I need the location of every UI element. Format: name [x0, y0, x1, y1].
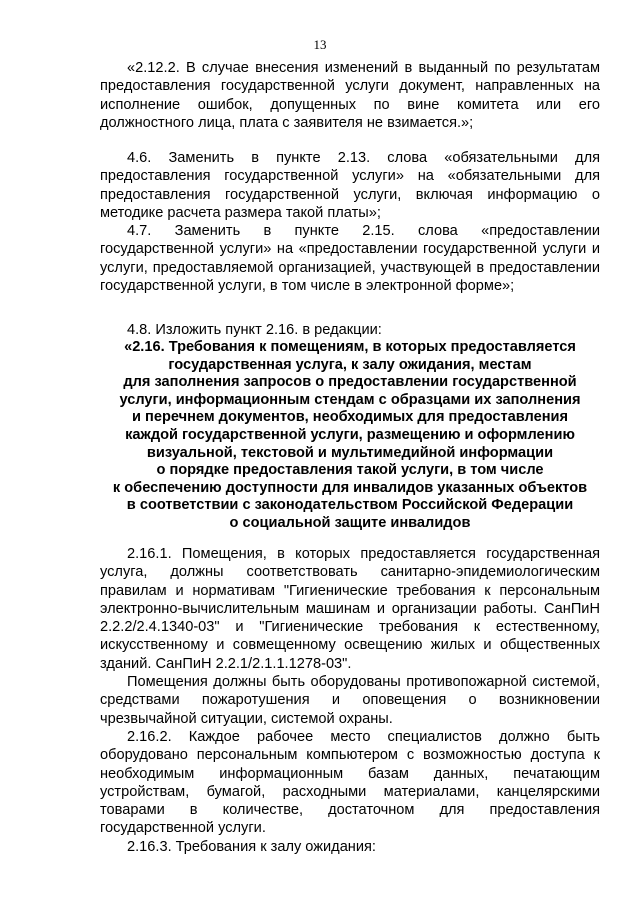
paragraph-4-8: 4.8. Изложить пункт 2.16. в редакции:	[127, 322, 382, 338]
heading-line: о порядке предоставления такой услуги, в том числе	[156, 462, 544, 479]
section-heading	[100, 339, 600, 533]
page-number: 13	[313, 37, 327, 52]
paragraph-4-6: 4.6. Заменить в пункте 2.13. слова «обязательными для предоставления государственной услуги» на «обязательными для предоставления государственной услуги, включая информацию о методике расчета размера такой платы»;	[100, 150, 600, 221]
paragraph-fire-safety: Помещения должны быть оборудованы противопожарной системой, средствами пожаротушения и оповещения о возникновении чрезвычайной ситуации, системой охраны.	[100, 674, 600, 727]
heading-line: каждой государственной услуги, размещению и оформлению	[125, 426, 575, 443]
heading-line: в соответствии с законодательством Российской Федерации	[126, 497, 574, 514]
heading-line: к обеспечению доступности для инвалидов указанных объектов	[112, 479, 588, 496]
paragraph-2-12-2: «2.12.2. В случае внесения изменений в выданный по результатам предоставления государственной услуги документ, направленных на исполнение ошибок, допущенных по вине комитета или его должностного лица, плата с заявителя не взимается.»;	[100, 60, 600, 131]
paragraph-2-16-1: 2.16.1. Помещения, в которых предоставляется государственная услуга, должны соответствовать санитарно-эпидемиологическим правилам и нормативам "Гигиенические требования к персональным электронно-вычислительным машинам и организации работы. СанПиН 2.2.2/2.4.1340-03" и "Гигиенические требования к естественному, искусственному и совмещенному освещению жилых и общественных зданий. СанПиН 2.2.1/2.1.1.1278-03".	[100, 546, 600, 672]
heading-line: визуальной, текстовой и мультимедийной информации	[146, 444, 554, 461]
heading-line: для заполнения запросов о предоставлении государственной	[123, 374, 577, 391]
paragraph-2-16-2: 2.16.2. Каждое рабочее место специалистов должно быть оборудовано персональным компьютером с возможностью доступа к необходимым информационным базам данных, печатающим устройствам, бумагой, расходными материалами, канцелярскими товарами в количестве, достаточном для предоставления государственной услуги.	[100, 728, 600, 837]
paragraph-4-7: 4.7. Заменить в пункте 2.15. слова «предоставлении государственной услуги» на «предоставлении государственной услуги и услуги, предоставляемой организацией, участвующей в предоставлении государственной услуги, в том числе в электронной форме»;	[100, 223, 600, 295]
heading-line: государственная услуга, к залу ожидания, местам	[168, 356, 532, 373]
heading-line: «2.16. Требования к помещениям, в которых предоставляется	[124, 339, 576, 355]
heading-line: о социальной защите инвалидов	[229, 514, 471, 531]
heading-line: и перечнем документов, необходимых для предоставления	[132, 409, 568, 426]
paragraph-2-16-3: 2.16.3. Требования к залу ожидания:	[127, 838, 376, 855]
heading-line: услуги, информационным стендам с образцами их заполнения	[119, 391, 581, 408]
